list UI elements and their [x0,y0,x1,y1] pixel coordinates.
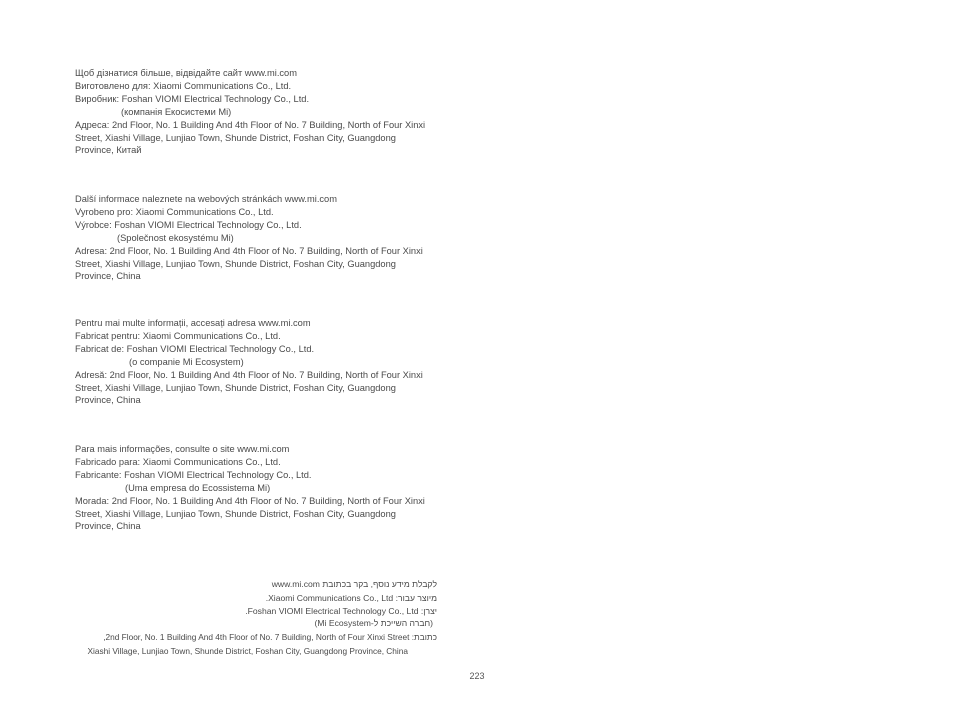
address-line-3: Province, China [75,521,141,532]
website-line: Další informace naleznete na webových stránkách www.mi.com [75,194,337,204]
hebrew-website-line: לקבלת מידע נוסף, בקר בכתובת www.mi.com [271,579,437,589]
made-for-line: Fabricado para: Xiaomi Communications Co., Ltd. [75,456,281,467]
address-line-2: Street, Xiashi Village, Lunjiao Town, Shunde District, Foshan City, Guangdong [75,382,396,393]
address-line-3: Province, China [75,271,141,282]
manufacturer-line: Fabricante: Foshan VIOMI Electrical Technology Co., Ltd. [75,469,312,480]
address-line-2: Street, Xiashi Village, Lunjiao Town, Shunde District, Foshan City, Guangdong [75,508,396,519]
ecosystem-line: (o companie Mi Ecosystem) [129,356,244,367]
page-number: 223 [469,671,485,681]
website-line: Para mais informações, consulte o site www.mi.com [75,444,290,454]
ecosystem-line: (Uma empresa do Ecossistema Mi) [125,482,271,493]
address-line-2: Street, Xiashi Village, Lunjiao Town, Shunde District, Foshan City, Guangdong [75,258,396,269]
hebrew-address-line-2: Xiashi Village, Lunjiao Town, Shunde District, Foshan City, Guangdong Province, China [87,646,408,656]
address-line-1: Adresă: 2nd Floor, No. 1 Building And 4th Floor of No. 7 Building, North of Four Xinxi [75,369,423,380]
section-portuguese [75,443,455,533]
ecosystem-line: (компанія Екосистеми Mi) [121,106,232,117]
hebrew-ecosystem-line: (חברה השייכת ל-Mi Ecosystem) [314,618,433,628]
hebrew-made-for-line: מיוצר עבור: Xiaomi Communications Co., Ltd. [265,593,437,603]
section-ukrainian [75,67,455,157]
address-line-1: Adresa: 2nd Floor, No. 1 Building And 4th Floor of No. 7 Building, North of Four Xinxi [75,245,423,256]
address-line-1: Адреса: 2nd Floor, No. 1 Building And 4th Floor of No. 7 Building, North of Four Xinxi [75,119,426,130]
address-line-3: Province, China [75,395,141,406]
manufacturer-line: Fabricat de: Foshan VIOMI Electrical Technology Co., Ltd. [75,343,315,354]
address-line-3: Province, Китай [75,145,142,156]
website-line: Pentru mai multe informații, accesați adresa www.mi.com [75,318,311,328]
website-line: Щоб дізнатися більше, відвідайте сайт www.mi.com [75,68,297,78]
made-for-line: Vyrobeno pro: Xiaomi Communications Co., Ltd. [75,206,274,217]
manufacturer-line: Виробник: Foshan VIOMI Electrical Technology Co., Ltd. [75,93,310,104]
section-czech [75,193,455,283]
hebrew-address-line-1: כתובת: 2nd Floor, No. 1 Building And 4th Floor of No. 7 Building, North of Four Xinxi Street, [103,632,437,642]
ecosystem-line: (Společnost ekosystému Mi) [117,232,234,243]
section-romanian [75,317,455,407]
hebrew-manufacturer-line: יצרן: Foshan VIOMI Electrical Technology Co., Ltd. [245,606,437,616]
address-line-1: Morada: 2nd Floor, No. 1 Building And 4th Floor of No. 7 Building, North of Four Xinxi [75,495,425,506]
address-line-2: Street, Xiashi Village, Lunjiao Town, Shunde District, Foshan City, Guangdong [75,132,396,143]
manufacturer-line: Výrobce: Foshan VIOMI Electrical Technology Co., Ltd. [75,219,302,230]
made-for-line: Виготовлено для: Xiaomi Communications Co., Ltd. [75,80,292,91]
made-for-line: Fabricat pentru: Xiaomi Communications Co., Ltd. [75,330,281,341]
